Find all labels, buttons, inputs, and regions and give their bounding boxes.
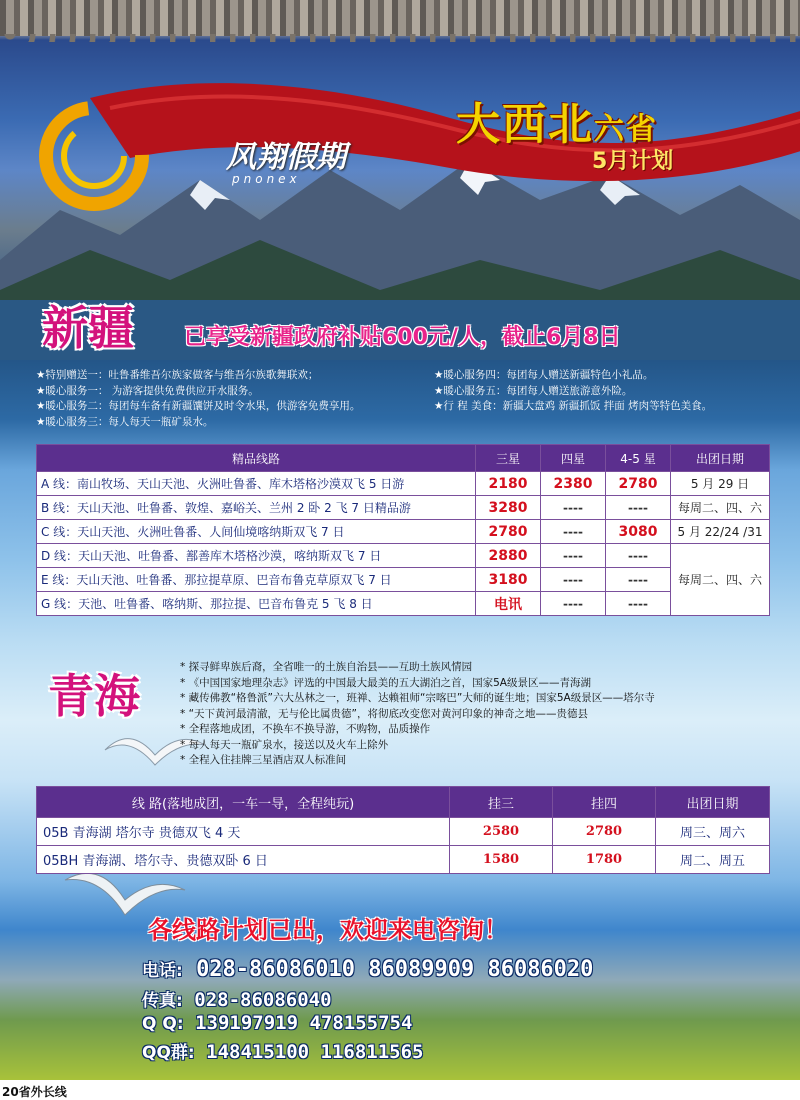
footer-label: 20省外长线 <box>2 1085 67 1099</box>
contact-slogan: 各线路计划已出，欢迎来电咨询！ <box>148 916 508 944</box>
price-4star: ---- <box>541 544 606 568</box>
fax-label: 传真: <box>142 991 183 1011</box>
table-row <box>37 544 770 568</box>
phone-line <box>142 956 593 982</box>
xinjiang-services-left <box>36 368 360 430</box>
price-4star: ---- <box>541 496 606 520</box>
price-4star: ---- <box>541 520 606 544</box>
date-cell: 5 月 22/24 /31 <box>671 520 770 544</box>
phone-numbers: 028-86086010 86089909 86086020 <box>196 957 594 982</box>
table-row <box>37 568 770 592</box>
qinghai-points <box>180 660 655 769</box>
list-item: * 全程入住挂牌三星酒店双人标准间 <box>180 754 347 766</box>
price-g4: 2780 <box>553 818 656 846</box>
service-item: ★暖心服务五：每团每人赠送旅游意外险。 <box>434 384 633 397</box>
header-g4: 挂四 <box>553 787 656 818</box>
service-item: ★暖心服务四：每团每人赠送新疆特色小礼品。 <box>434 369 654 381</box>
main-title <box>456 88 658 152</box>
fax-line <box>142 986 332 1011</box>
fax-number: 028-86086040 <box>194 989 332 1011</box>
list-item: * 探寻鲜卑族后裔，全省唯一的土族自治县——互助土族风情园 <box>180 661 473 673</box>
price-3star: 2180 <box>476 472 541 496</box>
list-item: * 每人每天一瓶矿泉水，接送以及火车上除外 <box>180 738 389 751</box>
table-row <box>37 818 770 846</box>
price-45star: ---- <box>606 568 671 592</box>
date-cell: 周三、周六 <box>656 818 770 846</box>
route-cell: G 线：天池、吐鲁番、喀纳斯、那拉提、巴音布鲁克 5 飞 8 日 <box>37 592 476 616</box>
table-row <box>37 592 770 616</box>
plan-label: 5月计划 <box>592 149 674 174</box>
xinjiang-services-right <box>434 368 712 415</box>
price-45star: ---- <box>606 496 671 520</box>
xinjiang-table <box>36 444 770 616</box>
header-4star: 四星 <box>541 445 606 472</box>
route-cell: D 线：天山天池、吐鲁番、鄯善库木塔格沙漠，喀纳斯双飞 7 日 <box>37 544 476 568</box>
date-cell: 周二、周五 <box>656 846 770 874</box>
table-row <box>37 846 770 874</box>
header-3star: 三星 <box>476 445 541 472</box>
xinjiang-subsidy: 已享受新疆政府补贴600元/人，截止6月8日 <box>184 325 621 350</box>
logo-text: 风翔假期 <box>226 140 346 175</box>
price-g4: 1780 <box>553 846 656 874</box>
price-g3: 2580 <box>450 818 553 846</box>
date-cell: 5 月 29 日 <box>671 472 770 496</box>
phone-label: 电话: <box>142 961 183 981</box>
table-row <box>37 472 770 496</box>
price-45star: ---- <box>606 544 671 568</box>
header-route: 精品线路 <box>37 445 476 472</box>
date-cell-merged: 每周二、四、六 <box>671 544 770 616</box>
date-cell: 每周二、四、六 <box>671 496 770 520</box>
qinghai-table <box>36 786 770 874</box>
header-date: 出团日期 <box>656 787 770 818</box>
service-item: ★暖心服务二：每团每车备有新疆馕饼及时令水果，供游客免费享用。 <box>36 400 361 412</box>
route-cell: E 线：天山天池、吐鲁番、那拉提草原、巴音布鲁克草原双飞 7 日 <box>37 568 476 592</box>
price-4star: 2380 <box>541 472 606 496</box>
logo-swirl-icon <box>34 96 154 216</box>
price-3star: 2780 <box>476 520 541 544</box>
red-ribbon <box>90 78 800 198</box>
qq-label: Q Q: <box>142 1014 184 1034</box>
logo-subtext: pnonex <box>232 172 301 186</box>
qinghai-title: 青海 <box>48 669 140 723</box>
price-3star: 3280 <box>476 496 541 520</box>
main-title-text: 大西北 <box>456 99 594 150</box>
price-4star: ---- <box>541 592 606 616</box>
qq-line <box>142 1012 412 1034</box>
qq-numbers: 139197919 478155754 <box>195 1012 413 1034</box>
table-row <box>37 520 770 544</box>
qqgroup-numbers: 148415100 116811565 <box>206 1041 424 1063</box>
list-item: * “天下黄河最清澈，无与伦比属贵德”，将彻底改变您对黄河印象的神奇之地——贵德县 <box>180 707 588 720</box>
price-45star: 3080 <box>606 520 671 544</box>
main-title-small: 六省 <box>594 112 658 147</box>
header-g3: 挂三 <box>450 787 553 818</box>
price-3star: 3180 <box>476 568 541 592</box>
price-3star: 电讯 <box>476 592 541 616</box>
price-g3: 1580 <box>450 846 553 874</box>
list-item: * 藏传佛教“格鲁派”六大丛林之一，班禅、达赖祖师“宗喀巴”大师的诞生地；国家5A级景区——塔尔寺 <box>180 692 655 704</box>
price-45star: ---- <box>606 592 671 616</box>
header-route: 线 路(落地成团，一车一导，全程纯玩) <box>37 787 450 818</box>
table-row <box>37 496 770 520</box>
table-header-row <box>37 787 770 818</box>
roof-tiles <box>0 0 800 36</box>
list-item: * 全程落地成团，不换车不换导游，不购物，品质操作 <box>180 723 431 735</box>
xinjiang-title: 新疆 <box>42 301 134 355</box>
route-cell: C 线：天山天池、火洲吐鲁番、人间仙境喀纳斯双飞 7 日 <box>37 520 476 544</box>
price-3star: 2880 <box>476 544 541 568</box>
header-date: 出团日期 <box>671 445 770 472</box>
service-item: ★暖心服务三：每人每天一瓶矿泉水。 <box>36 415 214 428</box>
list-item: * 《中国国家地理杂志》评选的中国最大最美的五大湖泊之首，国家5A级景区——青海湖 <box>180 676 591 689</box>
route-cell: A 线：南山牧场、天山天池、火洲吐鲁番、库木塔格沙漠双飞 5 日游 <box>37 472 476 496</box>
table-header-row <box>37 445 770 472</box>
price-45star: 2780 <box>606 472 671 496</box>
price-4star: ---- <box>541 568 606 592</box>
route-cell: B 线：天山天池、吐鲁番、敦煌、嘉峪关、兰州 2 卧 2 飞 7 日精品游 <box>37 496 476 520</box>
service-item: ★暖心服务一： 为游客提供免费供应开水服务。 <box>36 384 259 397</box>
qqgroup-line <box>142 1038 424 1063</box>
route-cell: 05B 青海湖 塔尔寺 贵德双飞 4 天 <box>37 818 450 846</box>
service-item: ★行 程 美食：新疆大盘鸡 新疆抓饭 拌面 烤肉等特色美食。 <box>434 400 713 412</box>
header-45star: 4-5 星 <box>606 445 671 472</box>
route-cell: 05BH 青海湖、塔尔寺、贵德双卧 6 日 <box>37 846 450 874</box>
service-item: ★特别赠送一：吐鲁番维吾尔族家做客与维吾尔族歌舞联欢； <box>36 369 319 381</box>
qqgroup-label: QQ群: <box>142 1043 195 1063</box>
